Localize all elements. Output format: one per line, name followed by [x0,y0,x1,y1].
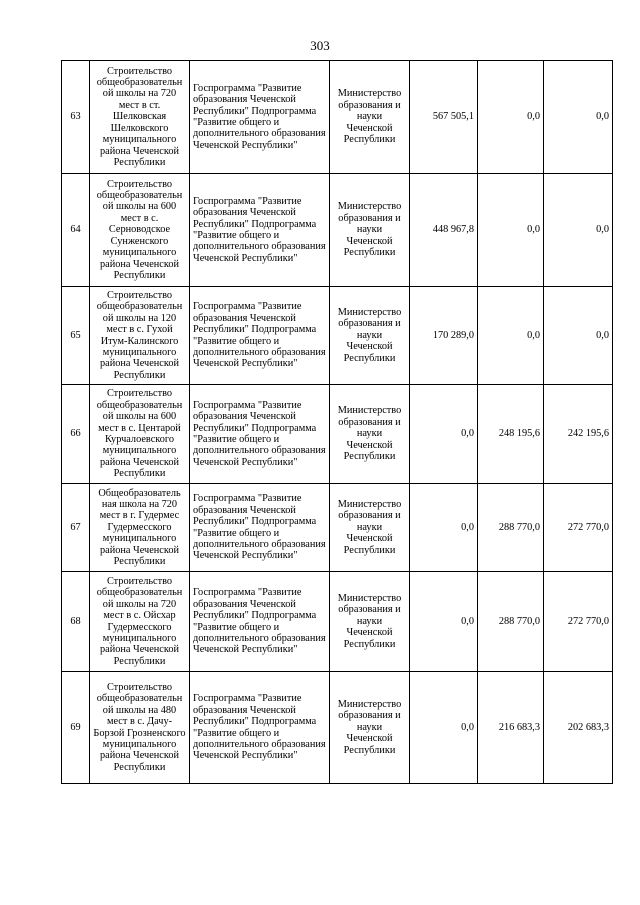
program-name: Госпрограмма "Развитие образования Чеченской Республики" Подпрограмма "Развитие общего и дополнительного образования Чеченской Республики" [190,672,330,784]
program-name: Госпрограмма "Развитие образования Чеченской Республики" Подпрограмма "Развитие общего и дополнительного образования Чеченской Республики" [190,61,330,174]
row-number: 67 [62,484,90,572]
table-body [62,61,613,784]
object-name: Строительство общеобразовательн ой школы на 720 мест в ст. Шелковская Шелковского муниципального района Чеченской Республики [90,61,190,174]
value-1: 0,0 [410,385,478,484]
object-name: Строительство общеобразовательн ой школы на 600 мест в с. Центарой Курчалоевского муниципального района Чеченской Республики [90,385,190,484]
value-3: 242 195,6 [544,385,613,484]
object-name: Общеобразователь ная школа на 720 мест в г. Гудермес Гудермесского муниципального района Чеченской Республики [90,484,190,572]
value-1: 0,0 [410,572,478,672]
value-1: 0,0 [410,484,478,572]
value-1: 0,0 [410,672,478,784]
value-2: 288 770,0 [478,572,544,672]
object-name: Строительство общеобразовательн ой школы на 120 мест в с. Гухой Итум-Калинского муниципального района Чеченской Республики [90,287,190,385]
executor: Министерство образования и науки Чеченской Республики [330,484,410,572]
executor: Министерство образования и науки Чеченской Республики [330,572,410,672]
executor: Министерство образования и науки Чеченской Республики [330,174,410,287]
table-row [62,61,613,174]
program-name: Госпрограмма "Развитие образования Чеченской Республики" Подпрограмма "Развитие общего и дополнительного образования Чеченской Республики" [190,174,330,287]
object-name: Строительство общеобразовательн ой школы на 600 мест в с. Серноводское Сунженского муниципального района Чеченской Республики [90,174,190,287]
value-2: 288 770,0 [478,484,544,572]
row-number: 68 [62,572,90,672]
executor: Министерство образования и науки Чеченской Республики [330,287,410,385]
executor: Министерство образования и науки Чеченской Республики [330,61,410,174]
row-number: 69 [62,672,90,784]
object-name: Строительство общеобразовательн ой школы на 720 мест в с. Ойсхар Гудермесского муниципального района Чеченской Республики [90,572,190,672]
program-name: Госпрограмма "Развитие образования Чеченской Республики" Подпрограмма "Развитие общего и дополнительного образования Чеченской Республики" [190,572,330,672]
table-row [62,385,613,484]
executor: Министерство образования и науки Чеченской Республики [330,672,410,784]
page-number: 303 [310,38,330,53]
value-1: 567 505,1 [410,61,478,174]
value-2: 216 683,3 [478,672,544,784]
value-3: 0,0 [544,287,613,385]
executor: Министерство образования и науки Чеченской Республики [330,385,410,484]
object-name: Строительство общеобразовательн ой школы на 480 мест в с. Дачу-Борзой Грозненского муниципального района Чеченской Республики [90,672,190,784]
value-2: 0,0 [478,174,544,287]
value-3: 272 770,0 [544,484,613,572]
value-2: 0,0 [478,61,544,174]
row-number: 63 [62,61,90,174]
row-number: 66 [62,385,90,484]
row-number: 65 [62,287,90,385]
value-2: 248 195,6 [478,385,544,484]
value-1: 448 967,8 [410,174,478,287]
table-row [62,174,613,287]
value-1: 170 289,0 [410,287,478,385]
value-3: 202 683,3 [544,672,613,784]
table-row [62,572,613,672]
row-number: 64 [62,174,90,287]
program-name: Госпрограмма "Развитие образования Чеченской Республики" Подпрограмма "Развитие общего и дополнительного образования Чеченской Республики" [190,484,330,572]
value-3: 0,0 [544,61,613,174]
value-2: 0,0 [478,287,544,385]
table-row [62,672,613,784]
program-name: Госпрограмма "Развитие образования Чеченской Республики" Подпрограмма "Развитие общего и дополнительного образования Чеченской Республики" [190,385,330,484]
value-3: 272 770,0 [544,572,613,672]
table-row [62,287,613,385]
table-row [62,484,613,572]
value-3: 0,0 [544,174,613,287]
program-name: Госпрограмма "Развитие образования Чеченской Республики" Подпрограмма "Развитие общего и дополнительного образования Чеченской Республики" [190,287,330,385]
program-table [61,60,613,784]
